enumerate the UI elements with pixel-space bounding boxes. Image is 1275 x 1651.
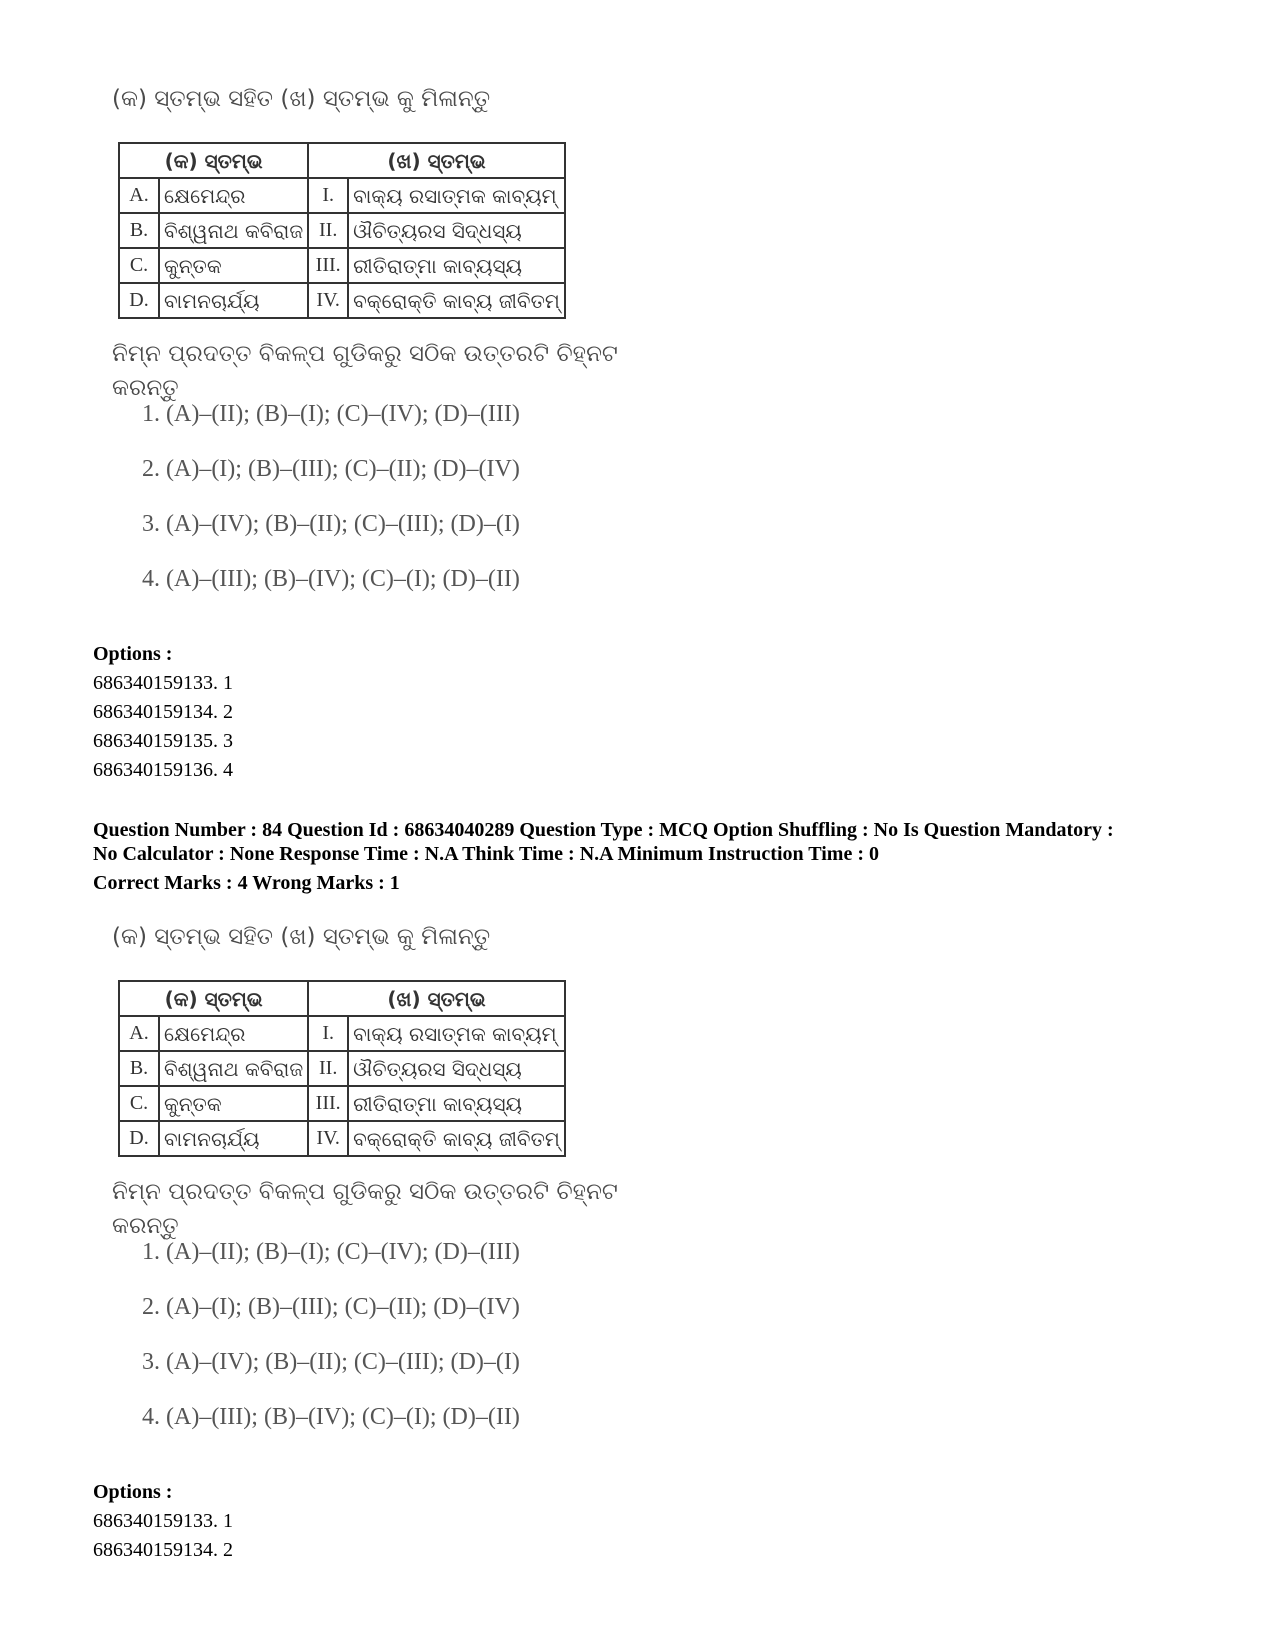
row-kh-text: ବାକ୍ୟ ରସାତ୍ମକ କାବ୍ୟମ୍ <box>348 178 565 213</box>
row-label: C. <box>119 1086 159 1121</box>
row-k-text: ବାମନଚାର୍ଯ୍ୟ <box>159 283 308 318</box>
row-label: B. <box>119 1051 159 1086</box>
row-label: I. <box>308 178 348 213</box>
row-kh-text: ରୀତିରାତ୍ମା କାବ୍ୟସ୍ୟ <box>348 248 565 283</box>
question-meta <box>93 818 1193 895</box>
table-row <box>119 1121 565 1156</box>
options-block-2 <box>93 1478 233 1565</box>
row-k-text: କୁନ୍ତକ <box>159 1086 308 1121</box>
match-option: 2. (A)–(I); (B)–(III); (C)–(II); (D)–(IV) <box>142 1294 520 1320</box>
row-k-text: କ୍ଷେମେନ୍ଦ୍ର <box>159 1016 308 1051</box>
match-table <box>118 142 566 319</box>
question-image-2 <box>112 920 672 1445</box>
row-label: IV. <box>308 1121 348 1156</box>
match-option: 3. (A)–(IV); (B)–(II); (C)–(III); (D)–(I) <box>142 511 520 537</box>
choose-instruction: ନିମ୍ନ ପ୍ରଦତ୍ତ ବିକଳ୍ପ ଗୁଡିକରୁ ସଠିକ ଉତ୍ତରଟି ଚିହ୍ନଟ କରନ୍ତୁ <box>112 341 618 401</box>
question-image-1 <box>112 82 672 607</box>
row-label: D. <box>119 1121 159 1156</box>
row-label: II. <box>308 1051 348 1086</box>
option-item: 686340159136. 4 <box>93 759 233 781</box>
match-table-header <box>119 981 565 1016</box>
choose-instruction: ନିମ୍ନ ପ୍ରଦତ୍ତ ବିକଳ୍ପ ଗୁଡିକରୁ ସଠିକ ଉତ୍ତରଟି ଚିହ୍ନଟ କରନ୍ତୁ <box>112 1179 618 1239</box>
match-table-header <box>119 143 565 178</box>
match-options-list <box>112 1225 672 1445</box>
match-option: 1. (A)–(II); (B)–(I); (C)–(IV); (D)–(III) <box>142 401 520 427</box>
column-kh-header: (ଖ) ସ୍ତମ୍ଭ <box>308 143 565 178</box>
row-kh-text: ଔଚିତ୍ୟରସ ସିଦ୍ଧସ୍ୟ <box>348 1051 565 1086</box>
column-kh-header: (ଖ) ସ୍ତମ୍ଭ <box>308 981 565 1016</box>
match-option: 4. (A)–(III); (B)–(IV); (C)–(I); (D)–(II) <box>142 566 520 592</box>
table-row <box>119 178 565 213</box>
row-k-text: କ୍ଷେମେନ୍ଦ୍ର <box>159 178 308 213</box>
row-label: A. <box>119 178 159 213</box>
match-option: 4. (A)–(III); (B)–(IV); (C)–(I); (D)–(II) <box>142 1404 520 1430</box>
row-kh-text: ବକ୍ରୋକ୍ତି କାବ୍ୟ ଜୀବିତମ୍ <box>348 1121 565 1156</box>
row-label: C. <box>119 248 159 283</box>
table-row <box>119 283 565 318</box>
row-label: I. <box>308 1016 348 1051</box>
row-kh-text: ଔଚିତ୍ୟରସ ସିଦ୍ଧସ୍ୟ <box>348 213 565 248</box>
row-k-text: ବିଶ୍ୱନାଥ କବିରାଜ <box>159 1051 308 1086</box>
row-kh-text: ବକ୍ରୋକ୍ତି କାବ୍ୟ ଜୀବିତମ୍ <box>348 283 565 318</box>
row-label: II. <box>308 213 348 248</box>
row-label: III. <box>308 248 348 283</box>
row-label: IV. <box>308 283 348 318</box>
match-instruction: (କ) ସ୍ତମ୍ଭ ସହିତ (ଖ) ସ୍ତମ୍ଭ କୁ ମିଳାନ୍ତୁ <box>112 86 491 112</box>
option-item: 686340159133. 1 <box>93 672 233 694</box>
row-kh-text: ରୀତିରାତ୍ମା କାବ୍ୟସ୍ୟ <box>348 1086 565 1121</box>
option-item: 686340159134. 2 <box>93 701 233 723</box>
row-label: III. <box>308 1086 348 1121</box>
row-label: B. <box>119 213 159 248</box>
match-option: 2. (A)–(I); (B)–(III); (C)–(II); (D)–(IV) <box>142 456 520 482</box>
option-item: 686340159134. 2 <box>93 1539 233 1561</box>
options-label: Options : <box>93 643 173 665</box>
question-meta-line1: Question Number : 84 Question Id : 68634040289 Question Type : MCQ Option Shuffling : No Is Question Mandatory : <box>93 819 1114 841</box>
match-instruction: (କ) ସ୍ତମ୍ଭ ସହିତ (ଖ) ସ୍ତମ୍ଭ କୁ ମିଳାନ୍ତୁ <box>112 924 491 950</box>
option-item: 686340159135. 3 <box>93 730 233 752</box>
options-block-1 <box>93 640 233 785</box>
match-table <box>118 980 566 1157</box>
column-k-header: (କ) ସ୍ତମ୍ଭ <box>119 981 308 1016</box>
match-option: 1. (A)–(II); (B)–(I); (C)–(IV); (D)–(III) <box>142 1239 520 1265</box>
table-row <box>119 1051 565 1086</box>
match-option: 3. (A)–(IV); (B)–(II); (C)–(III); (D)–(I) <box>142 1349 520 1375</box>
row-k-text: ବିଶ୍ୱନାଥ କବିରାଜ <box>159 213 308 248</box>
options-label: Options : <box>93 1481 173 1503</box>
table-row <box>119 1016 565 1051</box>
table-row <box>119 248 565 283</box>
question-marks: Correct Marks : 4 Wrong Marks : 1 <box>93 872 400 894</box>
match-options-list <box>112 387 672 607</box>
row-label: D. <box>119 283 159 318</box>
row-label: A. <box>119 1016 159 1051</box>
column-k-header: (କ) ସ୍ତମ୍ଭ <box>119 143 308 178</box>
row-k-text: କୁନ୍ତକ <box>159 248 308 283</box>
row-kh-text: ବାକ୍ୟ ରସାତ୍ମକ କାବ୍ୟମ୍ <box>348 1016 565 1051</box>
question-meta-line2: No Calculator : None Response Time : N.A Think Time : N.A Minimum Instruction Time : 0 <box>93 843 879 865</box>
option-item: 686340159133. 1 <box>93 1510 233 1532</box>
table-row <box>119 1086 565 1121</box>
table-row <box>119 213 565 248</box>
row-k-text: ବାମନଚାର୍ଯ୍ୟ <box>159 1121 308 1156</box>
